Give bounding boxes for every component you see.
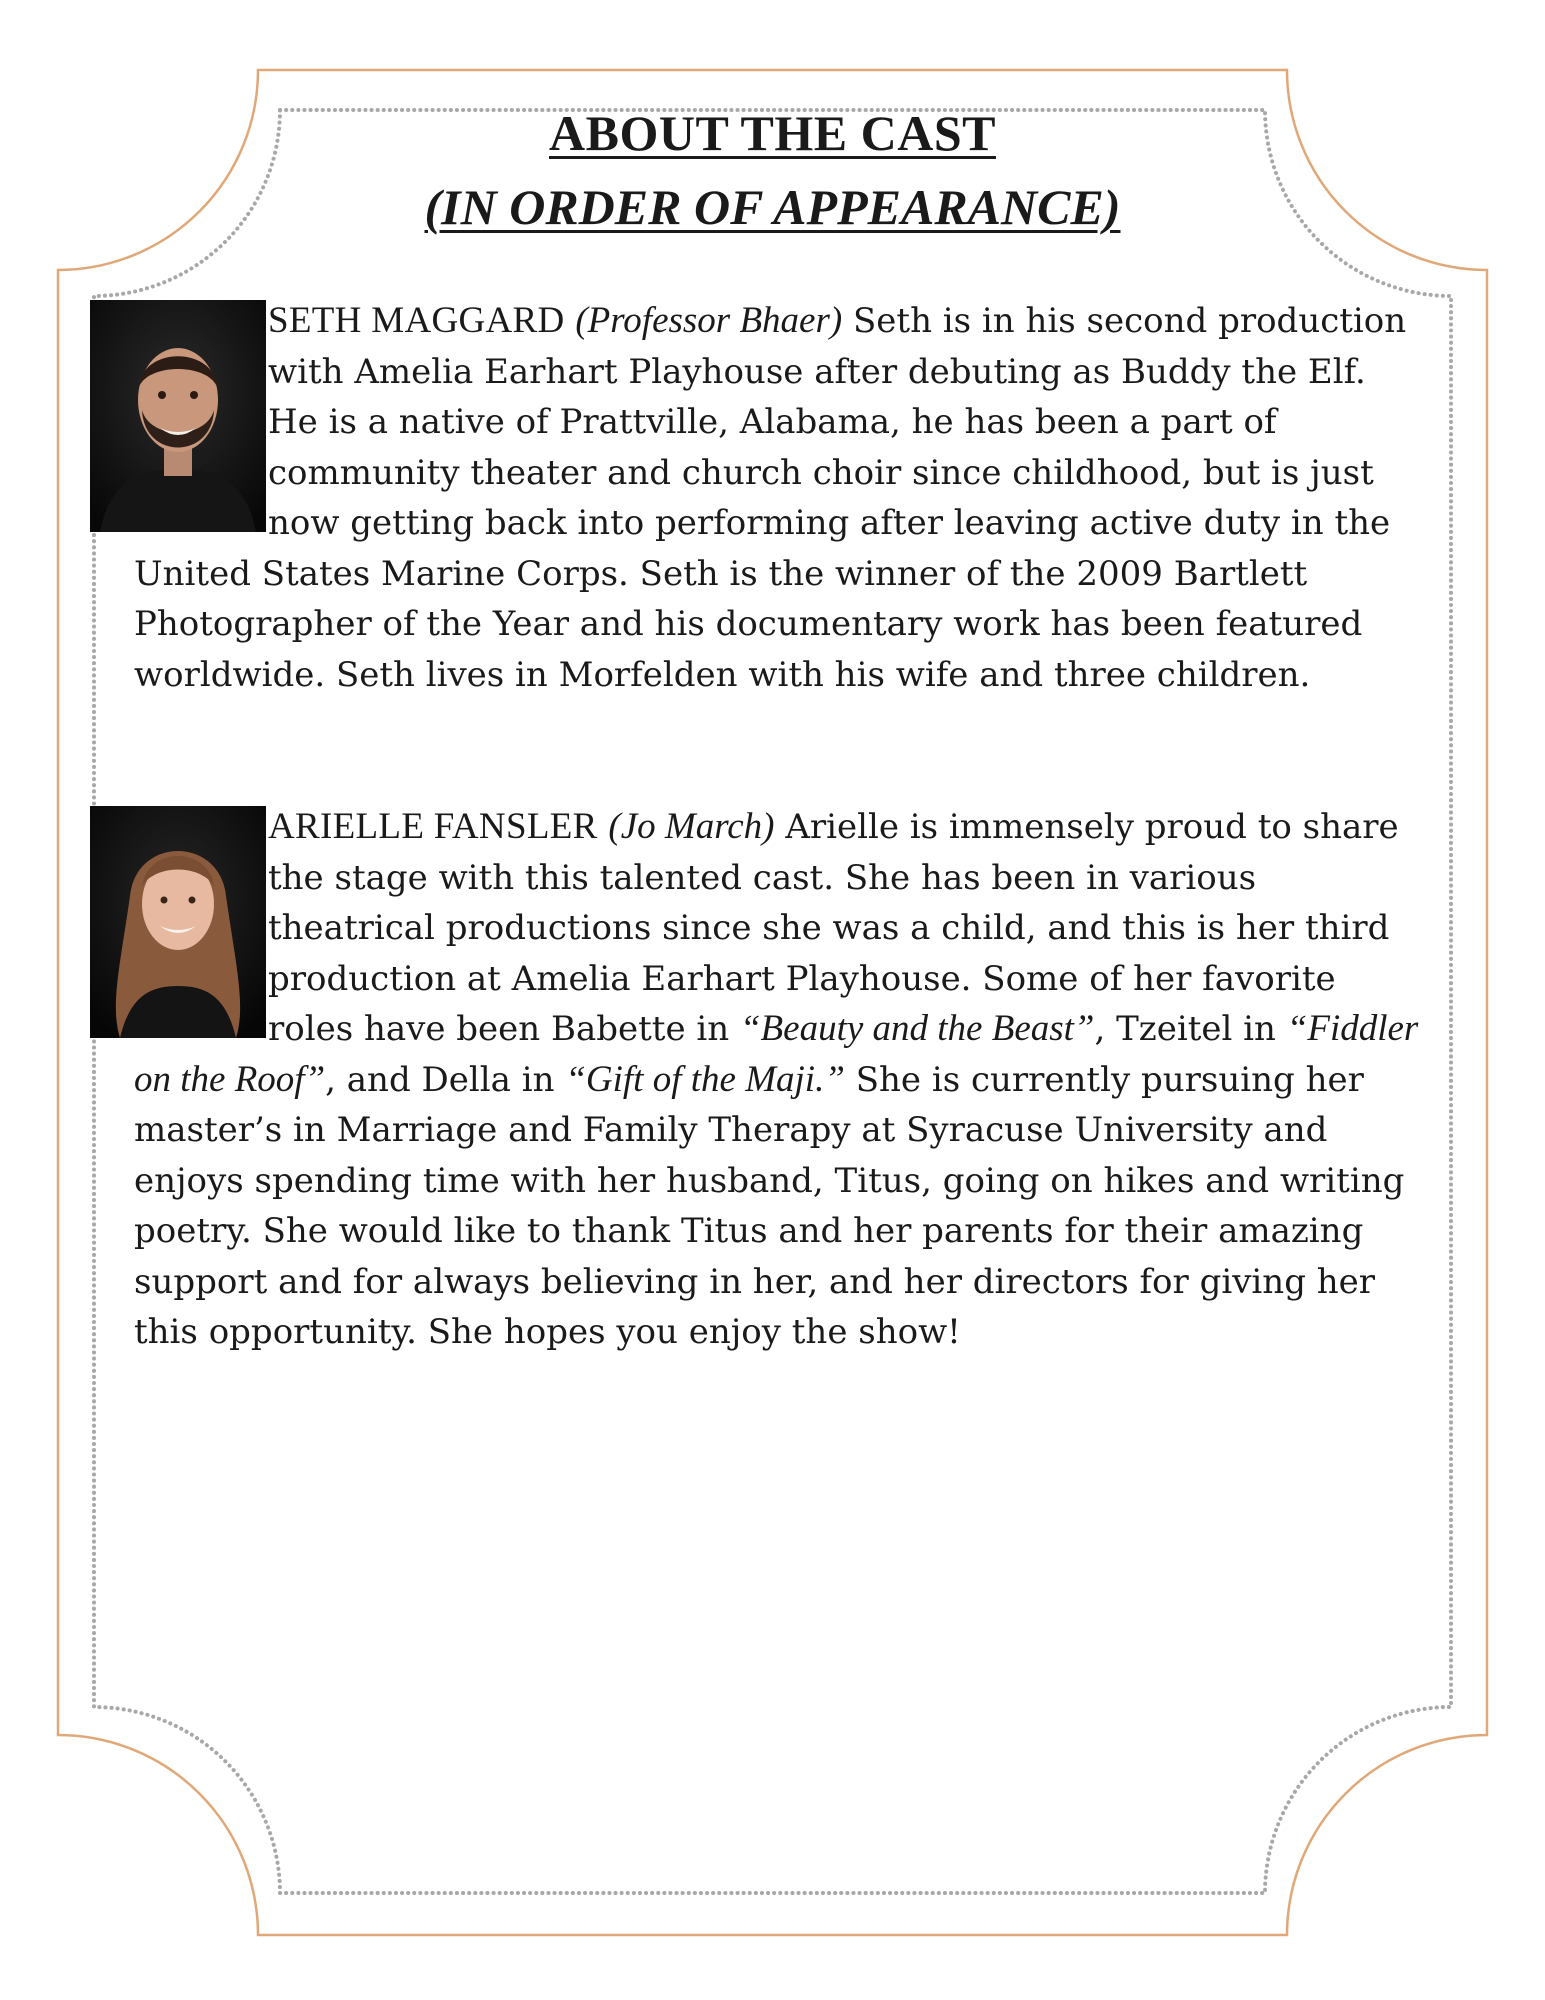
cast-role: (Jo March) — [608, 806, 775, 847]
cast-role: (Professor Bhaer) — [575, 300, 843, 341]
cast-name: SETH MAGGARD — [268, 300, 565, 341]
cast-bio-seth — [134, 296, 1424, 700]
cast-bio-text: , Tzeitel in — [1094, 1009, 1287, 1049]
cast-bio-arielle — [134, 802, 1424, 1358]
show-title: “Fiddler on the Roof” — [134, 1008, 1419, 1100]
page-subtitle: (IN ORDER OF APPEARANCE) — [424, 179, 1121, 235]
page-title: ABOUT THE CAST — [549, 105, 996, 161]
show-title: “Gift of the Maji.” — [565, 1058, 845, 1100]
cast-bio-text: She is currently pursuing her master’s in Marriage and Family Therapy at Syracuse University and enjoys spending time with her husband, Titus, going on hikes and writing poetry. She would like to thank Titus and her parents for their amazing support and for always believing in her, and her directors for giving her this opportunity. She hopes you enjoy the show! — [134, 1059, 1405, 1352]
cast-bio-text: , and Della in — [325, 1059, 566, 1100]
headshot-seth-maggard — [90, 300, 266, 532]
headshot-arielle-fansler — [90, 806, 266, 1038]
show-title: “Beauty and the Beast” — [739, 1008, 1095, 1049]
cast-name: ARIELLE FANSLER — [268, 806, 598, 847]
cast-bio-text: Seth is in his second production with Amelia Earhart Playhouse after debuting as Buddy the Elf. He is a native of Prattville, Alabama, he has been a part of community theater and church choir since childhood, but is just now getting back into performing after leaving active duty in the United States Marine Corps. Seth is the winner of the 2009 Bartlett Photographer of the Year and his documentary work has been featured worldwide. Seth lives in Morfelden with his wife and three children. — [134, 301, 1407, 695]
cast-bio-text: Arielle is immensely proud to share the stage with this talented cast. She has been in various theatrical productions since she was a child, and this is her third production at Amelia Earhart Playhouse. Some of her favorite roles have been Babette in — [268, 807, 1399, 1049]
